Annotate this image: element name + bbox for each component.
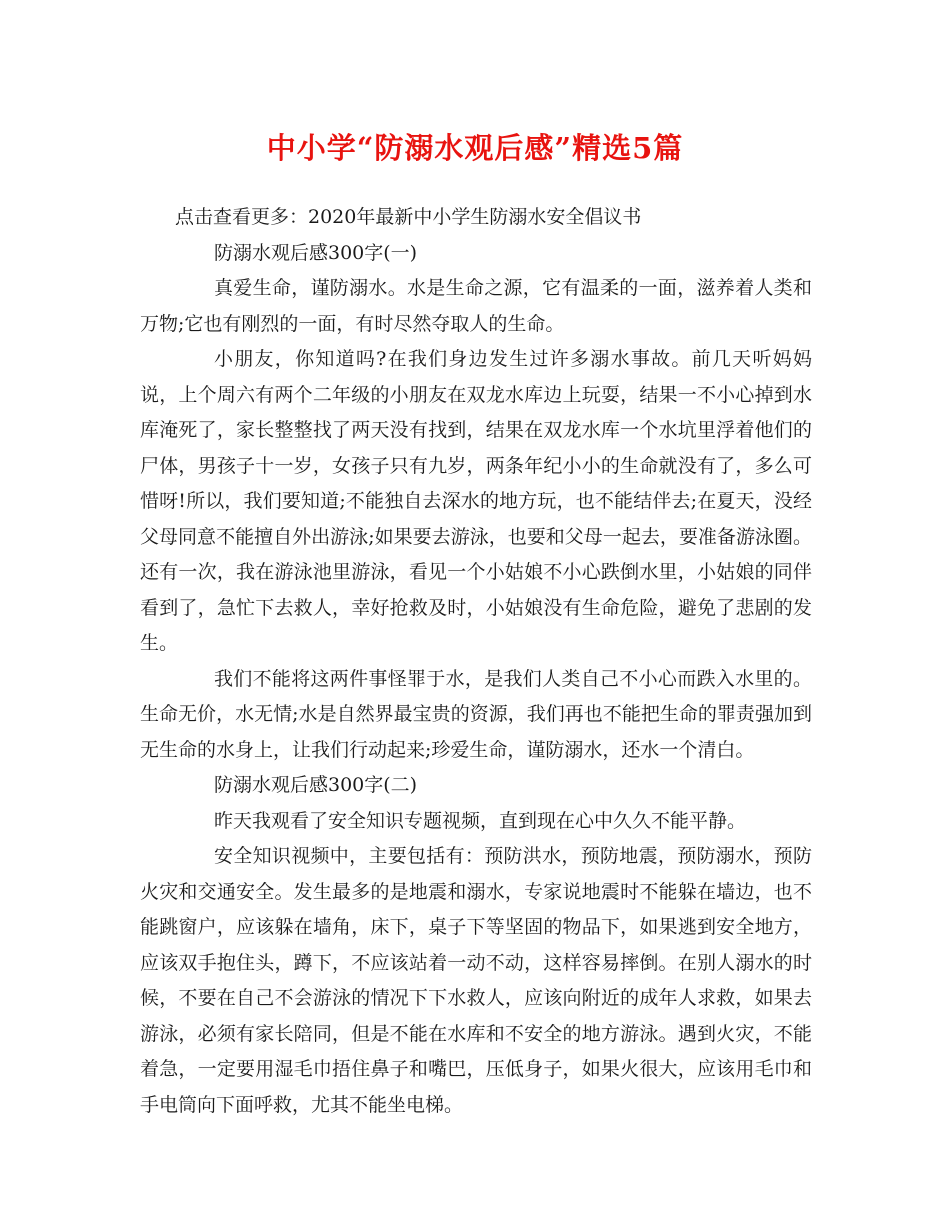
paragraph: 我们不能将这两件事怪罪于水，是我们人类自己不小心而跌入水里的。生命无价，水无情;水是自然界最宝贵的资源，我们再也不能把生命的罪责强加到无生命的水身上，让我们行动起来;珍爱生命，谨防溺水，还水一个清白。	[140, 667, 812, 761]
paragraph: 小朋友，你知道吗?在我们身边发生过许多溺水事故。前几天听妈妈说，上个周六有两个二年级的小朋友在双龙水库边上玩耍，结果一不小心掉到水库淹死了，家长整整找了两天没有找到，结果在双龙水库一个水坑里浮着他们的尸体，男孩子十一岁，女孩子只有九岁，两条年纪小小的生命就没有了，多么可惜呀!所以，我们要知道;不能独自去深水的地方玩，也不能结伴去;在夏天，没经父母同意不能擅自外出游泳;如果要去游泳，也要和父母一起去，要准备游泳圈。还有一次，我在游泳池里游泳，看见一个小姑娘不小心跌倒水里，小姑娘的同伴看到了，急忙下去救人，幸好抢救及时，小姑娘没有生命危险，避免了悲剧的发生。	[140, 348, 812, 654]
related-link[interactable]: 点击查看更多：2020年最新中小学生防溺水安全倡议书	[175, 206, 642, 228]
page-title: 中小学“防溺水观后感”精选5篇	[266, 131, 684, 165]
section-heading-1: 防溺水观后感300字(一)	[214, 241, 418, 264]
section-heading-2: 防溺水观后感300字(二)	[214, 774, 418, 796]
paragraph: 安全知识视频中，主要包括有：预防洪水，预防地震，预防溺水，预防火灾和交通安全。发生最多的是地震和溺水，专家说地震时不能躲在墙边，也不能跳窗户，应该躲在墙角，床下，桌子下等坚固的物品下，如果逃到安全地方，应该双手抱住头，蹲下，不应该站着一动不动，这样容易摔倒。在别人溺水的时候，不要在自己不会游泳的情况下下水救人，应该向附近的成年人求救，如果去游泳，必须有家长陪同，但是不能在水库和不安全的地方游泳。遇到火灾，不能着急，一定要用湿毛巾捂住鼻子和嘴巴，压低身子，如果火很大，应该用毛巾和手电筒向下面呼救，尤其不能坐电梯。	[140, 845, 812, 1116]
paragraph: 昨天我观看了安全知识专题视频，直到现在心中久久不能平静。	[214, 809, 747, 832]
article-body	[140, 200, 812, 1123]
paragraph: 真爱生命，谨防溺水。水是生命之源，它有温柔的一面，滋养着人类和万物;它也有刚烈的一面，有时尽然夺取人的生命。	[140, 277, 812, 335]
